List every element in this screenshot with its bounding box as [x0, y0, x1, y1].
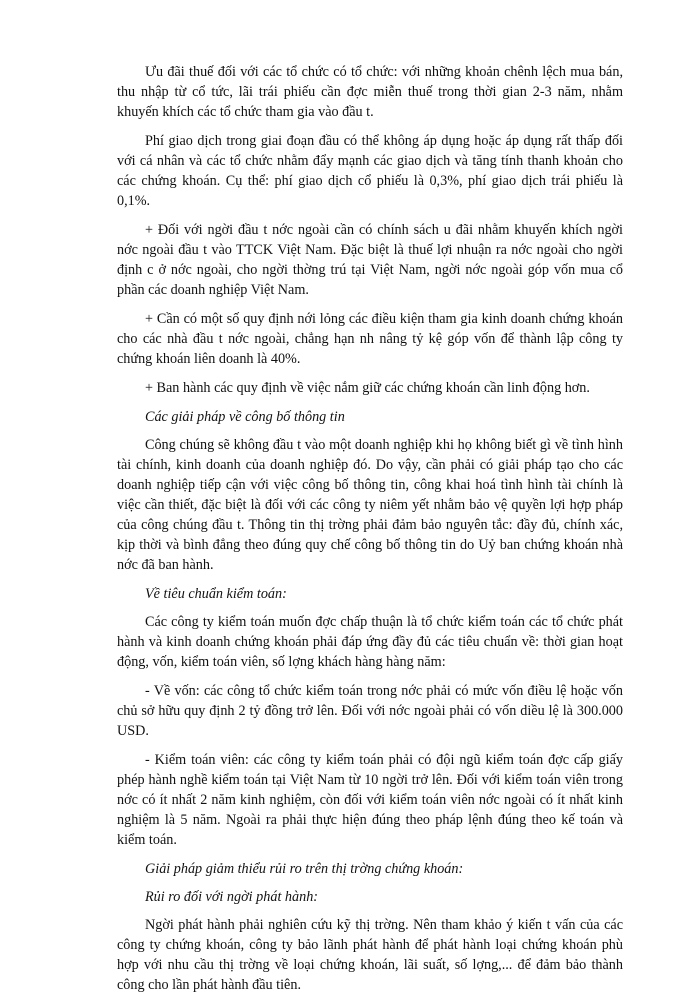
- document-page: [117, 62, 623, 1004]
- paragraph-tax-incentives: Ưu đãi thuế đối với các tổ chức có tổ chức: với những khoản chênh lệch mua bán, thu nhập từ cổ tức, lãi trái phiếu cần đợc miễn thuế trong thời gian 2-3 năm, nhằm khuyến khích các tổ chức tham gia vào đầu t.: [117, 64, 623, 120]
- paragraph-audit-firms: Các công ty kiểm toán muốn đợc chấp thuận là tổ chức kiểm toán các tổ chức phát hành và kinh doanh chứng khoán phải đáp ứng đầy đủ các tiêu chuẩn về: thời gian hoạt động, vốn, kiểm toán viên, số lợng khách hàng hàng năm:: [117, 614, 623, 670]
- heading-issuer-risk: Rủi ro đối với ngời phát hành:: [145, 889, 319, 905]
- paragraph-issuer: Ngời phát hành phải nghiên cứu kỹ thị trờng. Nên tham khảo ý kiến t vấn của các công ty chứng khoán, công ty bảo lãnh phát hành để phát hành loại chứng khoán phù hợp với nhu cầu thị trờng về loại chứng khoán, lãi suất, số lợng,... để đảm bảo thành công cho lần phát hành đầu tiên.: [117, 917, 623, 993]
- paragraph-joint-venture: + Cần có một số quy định nới lỏng các điều kiện tham gia kinh doanh chứng khoán cho các nhà đầu t nớc ngoài, chẳng hạn nh nâng tỷ kệ góp vốn để thành lập công ty chứng khoán liên doanh là 40%.: [117, 311, 623, 367]
- paragraph-disclosure: Công chúng sẽ không đầu t vào một doanh nghiệp khi họ không biết gì về tình hình tài chính, kinh doanh của doanh nghiệp đó. Do vậy, cần phải có giải pháp tạo cho các doanh nghiệp tiếp cận với việc công bố thông tin, công khai hoá tình hình tài chính là việc cần thiết, đặc biệt là đối với các công ty niêm yết nhằm bảo vệ quyền lợi hợp pháp của công chúng đầu t. Thông tin thị trờng phải đảm bảo nguyên tắc: đầy đủ, chính xác, kịp thời và bình đẳng theo đúng quy chế công bố thông tin do Uỷ ban chứng khoán nhà nớc đã ban hành.: [117, 437, 623, 573]
- paragraph-holding-rules: + Ban hành các quy định về việc nắm giữ các chứng khoán cần linh động hơn.: [145, 380, 590, 396]
- paragraph-capital: - Về vốn: các công tổ chức kiểm toán trong nớc phải có mức vốn điều lệ hoặc vốn chủ sở hữu quy định 2 tỷ đồng trở lên. Đối với nớc ngoài phải có vốn diều lệ là 300.000 USD.: [117, 683, 623, 739]
- paragraph-trading-fees: Phí giao dịch trong giai đoạn đầu có thể không áp dụng hoặc áp dụng rất thấp đối với cá nhân và các tổ chức nhằm đẩy mạnh các giao dịch và tăng tính thanh khoản cho các chứng khoán. Cụ thể: phí giao dịch cổ phiếu là 0,3%, phí giao dịch trái phiếu là 0,1%.: [117, 133, 623, 209]
- paragraph-auditors: - Kiểm toán viên: các công ty kiểm toán phải có đội ngũ kiểm toán đợc cấp giấy phép hành nghề kiểm toán tại Việt Nam từ 10 ngời trở lên. Đối với kiểm toán viên trong nớc có ít nhất 2 năm kinh nghiệm, còn đối với kiểm toán viên nớc ngoài có ít nhất kinh nghiệm là 5 năm. Ngoài ra phải thực hiện đúng theo pháp lệnh đúng theo kế toán và kiểm toán.: [117, 752, 623, 848]
- heading-risk-reduction: Giải pháp giảm thiểu rủi ro trên thị trờng chứng khoán:: [145, 861, 464, 877]
- heading-audit-standards: Về tiêu chuẩn kiểm toán:: [145, 586, 287, 602]
- paragraph-foreign-investors: + Đối với ngời đầu t nớc ngoài cần có chính sách u đãi nhằm khuyến khích ngời nớc ngoài đầu t vào TTCK Việt Nam. Đặc biệt là thuế lợi nhuận ra nớc ngoài cho ngời định c ở nớc ngoài, cho ngời thờng trú tại Việt Nam, ngời nớc ngoài góp vốn mua cổ phần các doanh nghiệp Việt Nam.: [117, 222, 623, 298]
- heading-disclosure: Các giải pháp về công bố thông tin: [145, 409, 345, 425]
